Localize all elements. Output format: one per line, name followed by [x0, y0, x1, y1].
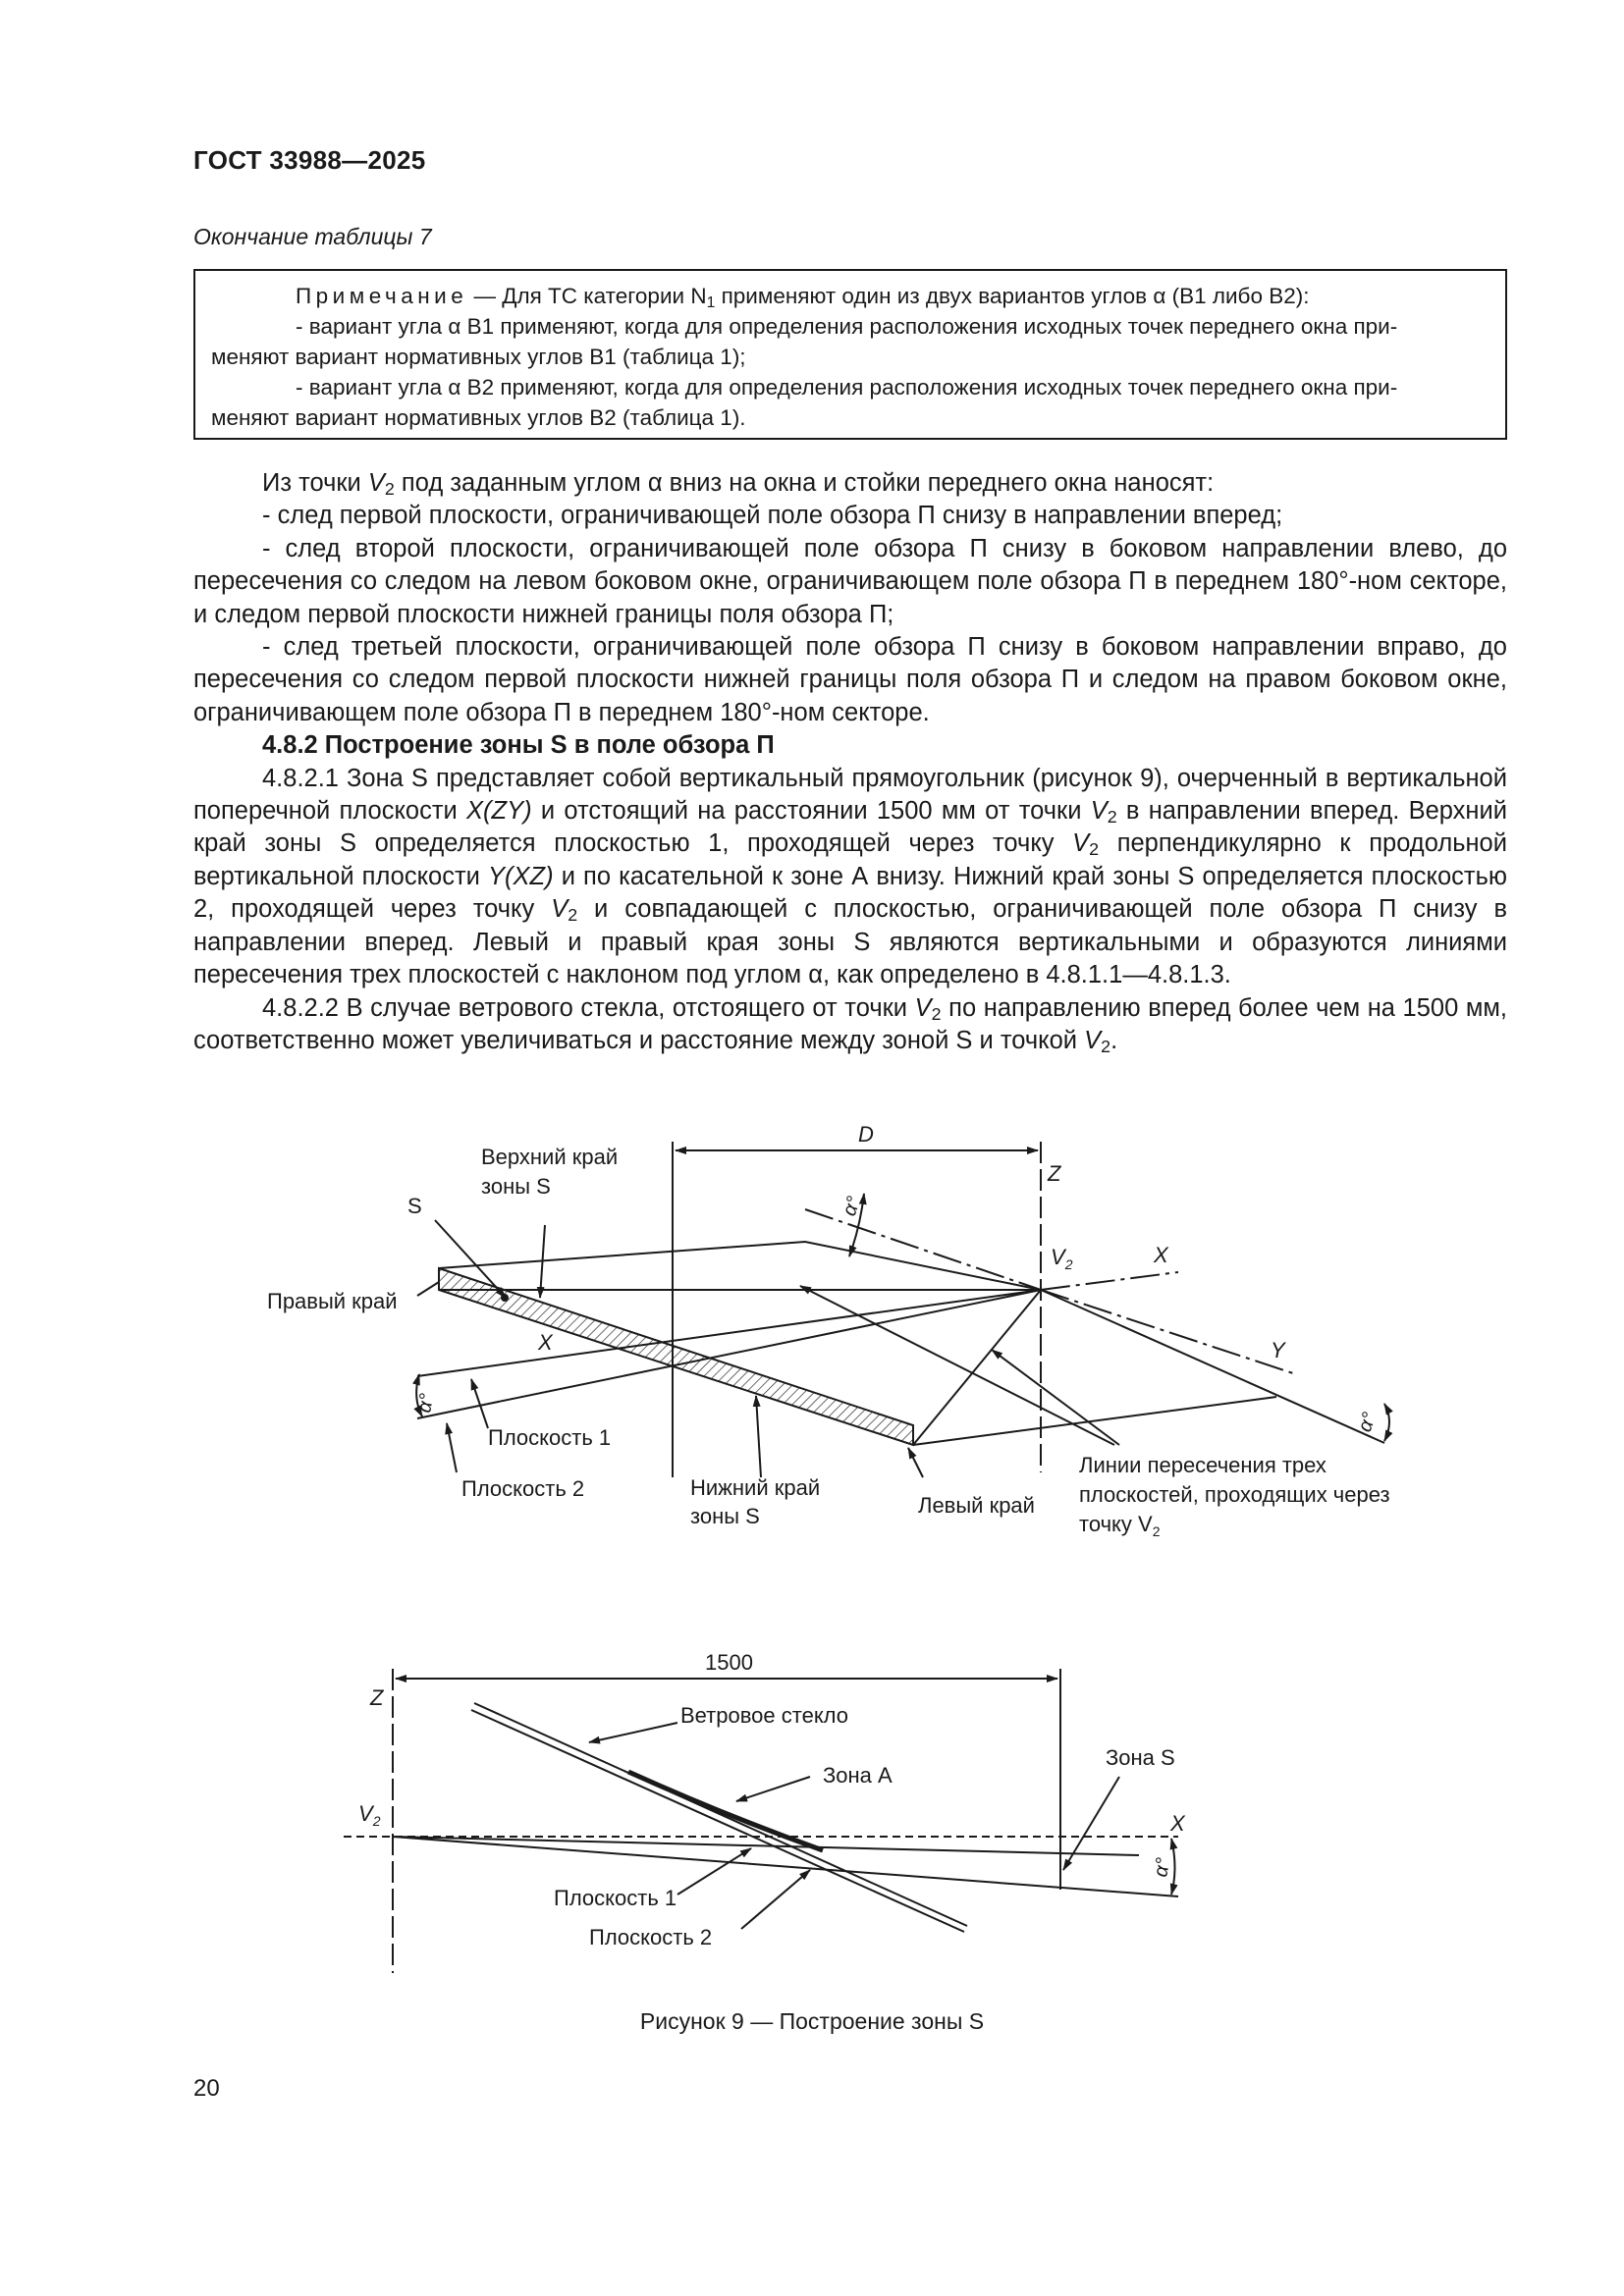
text: 4.8.2.1 Зона S представляет собой вертикальный прямоугольник (рисунок 9), очерченный в вертикальной поперечной плоскости — [193, 764, 1507, 826]
text: и отстоящий на расстоянии 1500 мм от точки — [531, 797, 1091, 826]
note-line-5: меняют вариант нормативных углов В2 (таблица 1). — [211, 405, 746, 430]
label-v2: $V_2$ — [1051, 1245, 1073, 1272]
zone-s-leader — [1063, 1777, 1119, 1870]
note-sub: 1 — [706, 294, 716, 311]
windshield-line-2 — [471, 1710, 964, 1932]
text: по направлению вперед более чем на 1500 мм, соответственно может увеличиваться и расстояние между зоной S и точкой — [193, 993, 1508, 1054]
note-text: — Для ТС категории N — [467, 284, 707, 308]
upper-plane-outline — [439, 1242, 1041, 1290]
zone-a-thick — [628, 1772, 823, 1850]
y-axis-line — [1041, 1290, 1296, 1374]
paragraph-item-3: - след третьей плоскости, ограничивающей поле обзора П снизу в боковом направлении вправо, до пересечения со следом первой плоскости нижней границы поля обзора П и следом на правом боковом окне, ограничивающем поле обзора П в переднем 180°-ном секторе. — [193, 633, 1507, 726]
v2-symbol: V — [1090, 797, 1108, 826]
text: и по касательной к зоне А внизу. Нижний край зоны S определяется плоскостью 2, проходящей через точку — [193, 862, 1507, 924]
text: перпендикулярно к продольной вертикальной плоскости — [193, 829, 1507, 890]
windshield-leader — [589, 1723, 677, 1742]
paragraph-item-1: - след первой плоскости, ограничивающей поле обзора П снизу в направлении вперед; — [262, 502, 1283, 530]
label-x: X — [1170, 1811, 1185, 1836]
label-x-right: X — [1154, 1243, 1168, 1267]
label-right-edge: Правый край — [267, 1289, 398, 1313]
label-y: Y — [1271, 1338, 1285, 1362]
label-alpha-top: α° — [839, 1193, 866, 1219]
label-intersection-3: точку $V_2$ — [1079, 1512, 1161, 1539]
text: в направлении вперед. Верхний край зоны S определяется плоскостью 1, проходящей через точку — [193, 797, 1507, 858]
v2-symbol: V — [551, 895, 568, 924]
note-line-2: - вариант угла α В1 применяют, когда для определения расположения исходных точек переднего окна при- — [296, 314, 1398, 339]
plane-2-leader — [447, 1423, 457, 1472]
table-continuation: Окончание таблицы 7 — [193, 224, 432, 249]
lower-boundary-line — [913, 1397, 1276, 1445]
v2-sub: 2 — [568, 905, 578, 926]
text: 4.8.2.2 В случае ветрового стекла, отстоящего от точки — [262, 993, 915, 1022]
side-plane-line — [1041, 1290, 1384, 1443]
label-plane-1: Плоскость 1 — [554, 1886, 677, 1910]
text: и совпадающей с плоскостью, ограничивающей поле обзора П снизу в направлении вперед. Левый и правый края зоны S являются вертикальными и образуются линиями пересечения трех плоскостей с наклоном под углом α, как определено в 4.8.1.1—4.8.1.3. — [193, 895, 1508, 989]
text: под заданным углом α вниз на окна и стойки переднего окна наносят: — [394, 469, 1215, 497]
note-line-4: - вариант угла α В2 применяют, когда для определения расположения исходных точек переднего окна при- — [296, 375, 1398, 400]
figure-caption: Рисунок 9 — Построение зоны S — [639, 2008, 985, 2034]
label-plane-2: Плоскость 2 — [461, 1476, 585, 1501]
lower-edge-leader — [756, 1396, 761, 1477]
note-line-3: меняют вариант нормативных углов В1 (таблица 1); — [211, 345, 746, 369]
left-edge-leader — [908, 1448, 923, 1477]
plane-symbol: Y(XZ) — [488, 862, 554, 890]
label-zone-a: Зона А — [823, 1763, 893, 1788]
label-zone-s: Зона S — [1106, 1745, 1175, 1770]
label-intersection-2: плоскостей, проходящих через — [1079, 1482, 1390, 1507]
label-upper-edge-1: Верхний край — [481, 1145, 619, 1169]
x-axis-line — [1041, 1272, 1178, 1290]
label-windshield: Ветровое стекло — [680, 1703, 849, 1728]
v2-sub: 2 — [1107, 807, 1117, 828]
label-x-mid: X — [538, 1330, 553, 1355]
document-header: ГОСТ 33988—2025 — [193, 145, 426, 175]
v2-sub: 2 — [1101, 1036, 1111, 1056]
point-marker — [502, 1295, 508, 1301]
label-z: Z — [370, 1685, 384, 1710]
right-edge-leader — [417, 1282, 439, 1296]
label-plane-1: Плоскость 1 — [488, 1425, 612, 1450]
label-s: S — [407, 1194, 422, 1218]
plane-1-leader — [677, 1848, 751, 1895]
label-v2: $V_2$ — [358, 1801, 381, 1829]
text: Из точки — [262, 469, 368, 497]
plane-symbol: X(ZY) — [466, 797, 532, 826]
windshield-line-1 — [474, 1703, 967, 1926]
label-intersection-1: Линии пересечения трех — [1079, 1453, 1326, 1477]
label-lower-edge-1: Нижний край — [690, 1475, 821, 1500]
alpha-right-arc — [1384, 1404, 1389, 1441]
zone-a-leader — [736, 1777, 810, 1801]
label-z: Z — [1048, 1161, 1061, 1186]
paragraph-item-2: - след второй плоскости, ограничивающей поле обзора П снизу в боковом направлении влево, до пересечения со следом на левом боковом окне, ограничивающем поле обзора П в переднем 180°-ном секторе, и следом первой плоскости нижней границы поля обзора П; — [193, 534, 1507, 628]
v2-symbol: V — [1072, 829, 1090, 858]
label-alpha: α° — [1150, 1855, 1175, 1879]
page-number: 20 — [193, 2075, 220, 2102]
label-1500: 1500 — [705, 1650, 753, 1675]
label-plane-2: Плоскость 2 — [589, 1925, 713, 1949]
label-left-edge: Левый край — [918, 1493, 1035, 1518]
text: . — [1110, 1026, 1118, 1054]
note-text: применяют один из двух вариантов углов α (В1 либо В2): — [715, 284, 1310, 308]
v2-sub: 2 — [384, 479, 395, 499]
v2-sub: 2 — [1089, 839, 1100, 860]
label-lower-edge-2: зоны S — [690, 1504, 760, 1528]
intersection-leader-2 — [992, 1350, 1119, 1445]
label-d: D — [858, 1122, 874, 1147]
zone-s-hatched — [439, 1268, 913, 1445]
label-upper-edge-2: зоны S — [481, 1174, 551, 1199]
v2-symbol: V — [367, 469, 385, 497]
label-alpha-right: α° — [1354, 1409, 1381, 1435]
note-label: Примечание — [296, 284, 468, 308]
plane-2-leader — [741, 1870, 810, 1929]
v2-symbol: V — [1084, 1026, 1102, 1054]
label-alpha-left: α° — [413, 1391, 439, 1415]
v2-symbol: V — [914, 993, 932, 1022]
section-heading: 4.8.2 Построение зоны S в поле обзора П — [262, 731, 775, 760]
v2-sub: 2 — [931, 1003, 942, 1024]
